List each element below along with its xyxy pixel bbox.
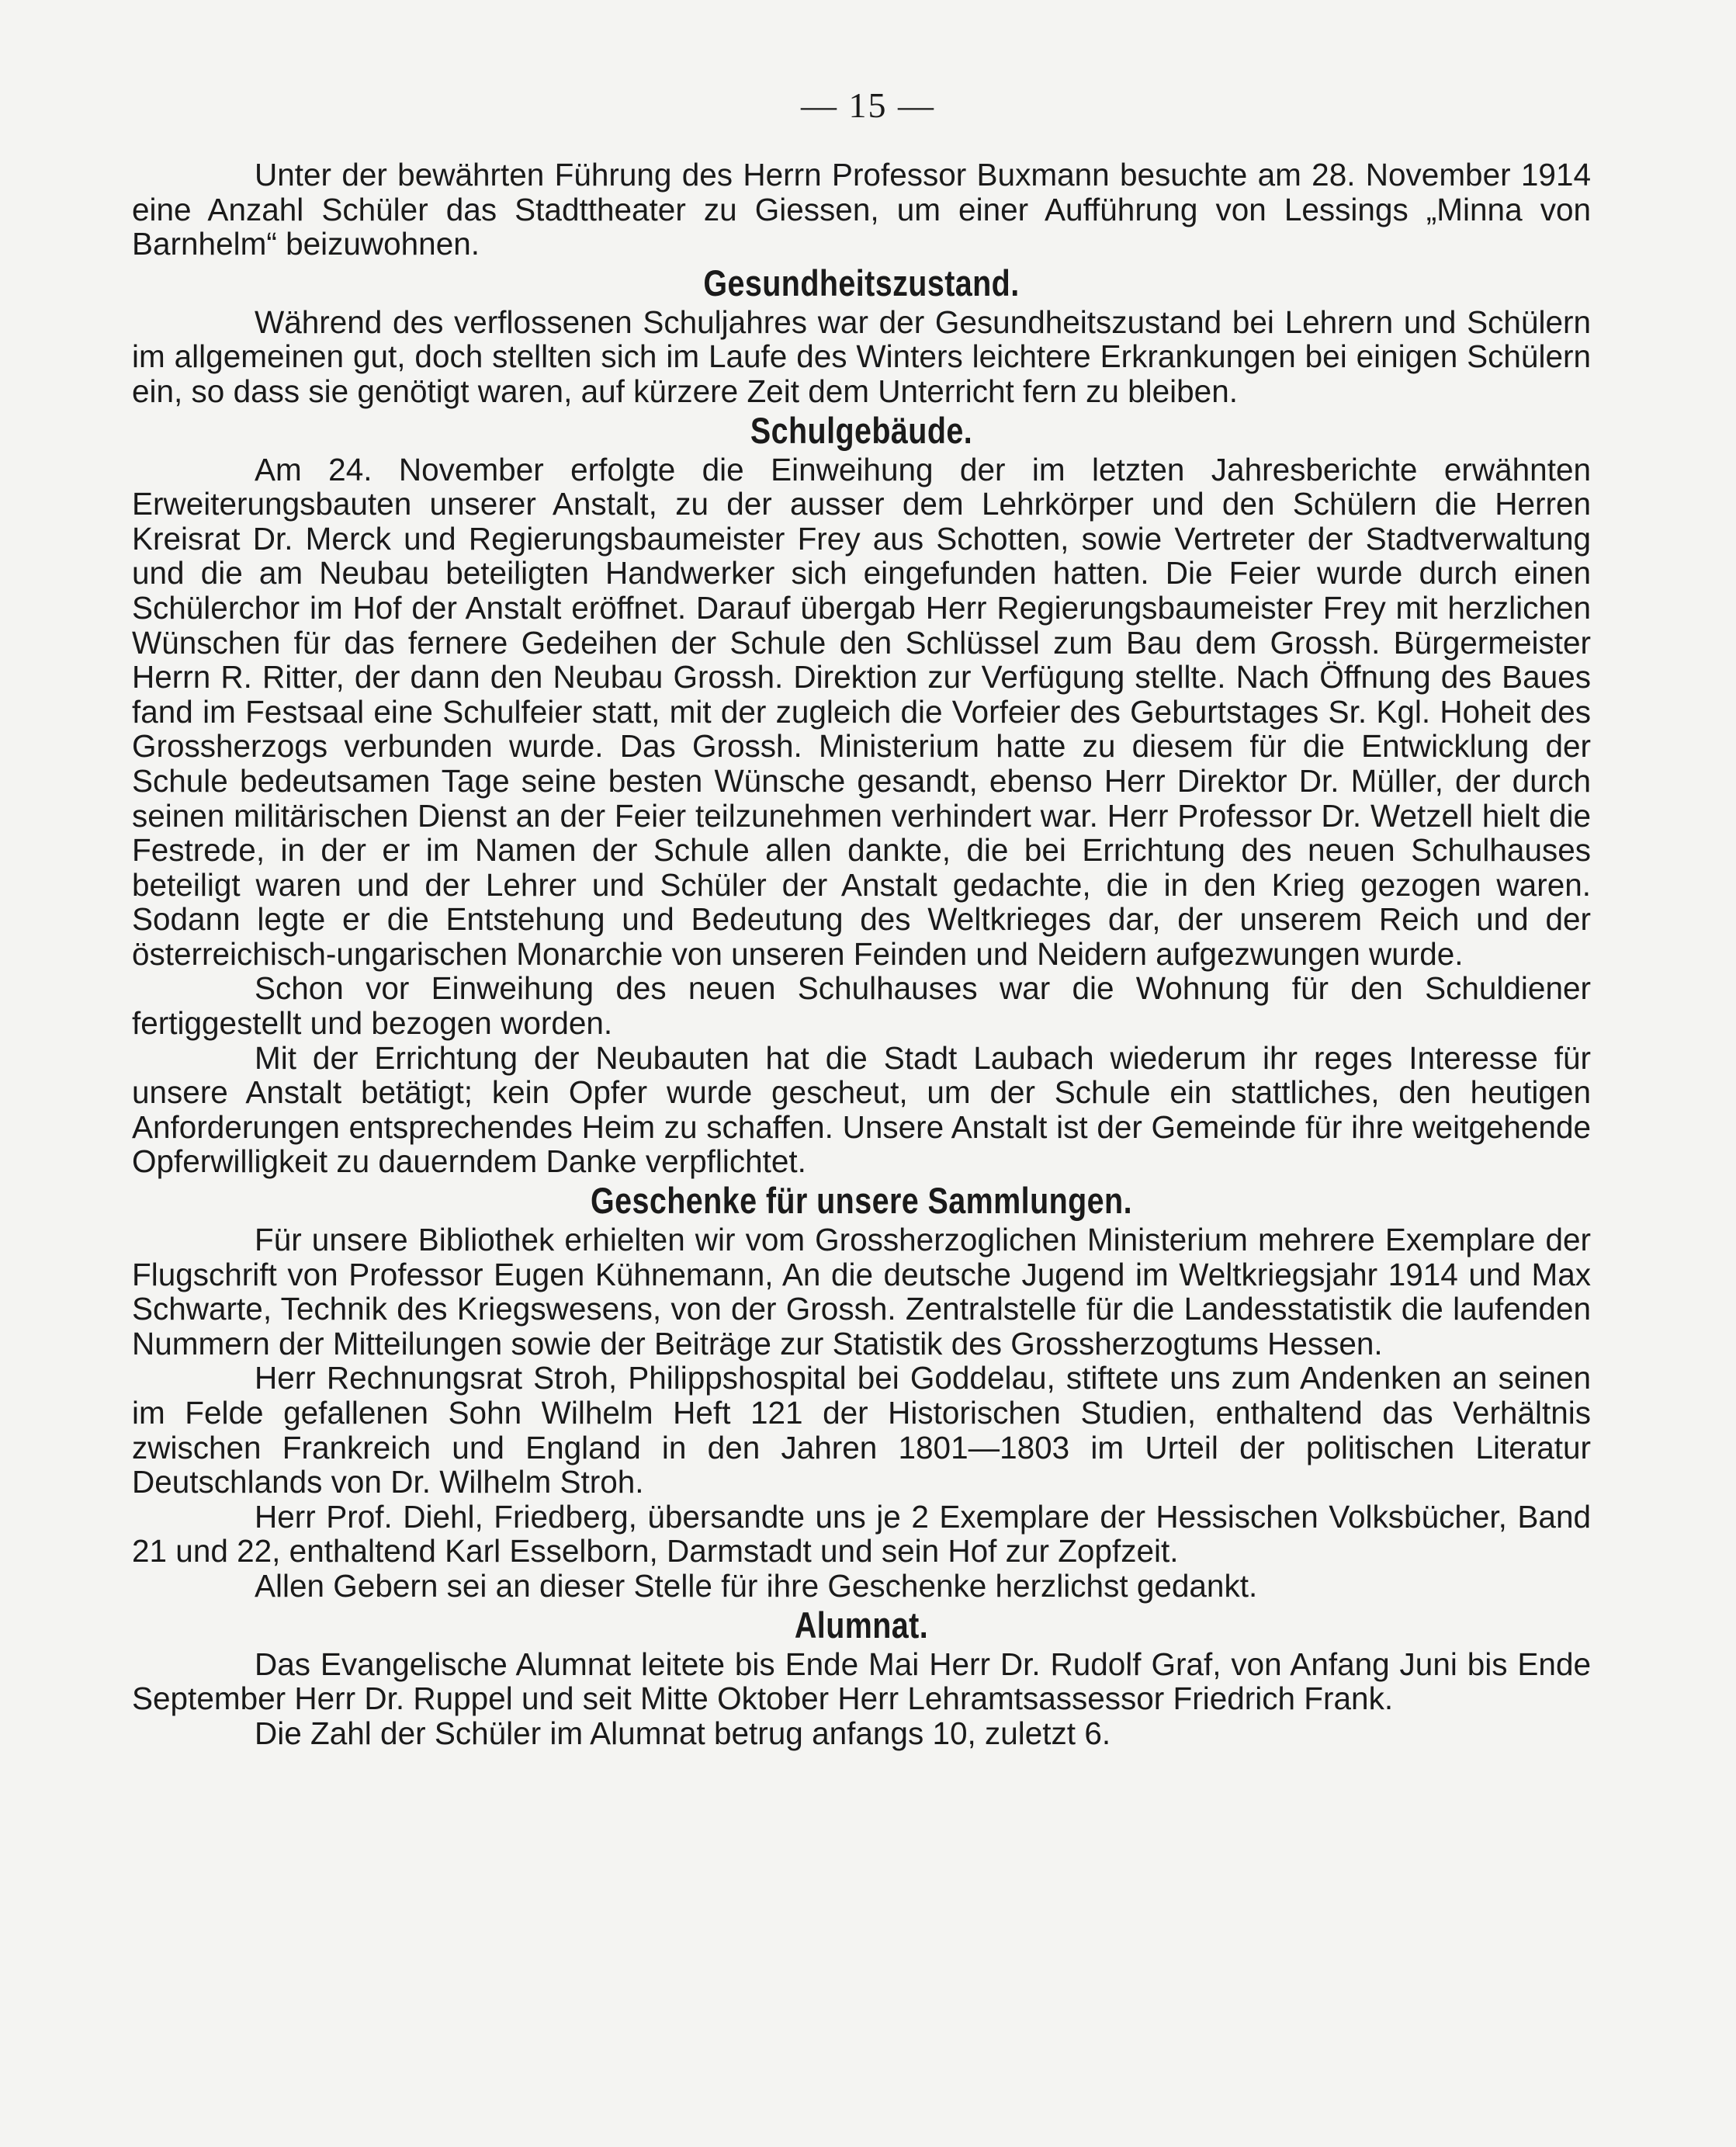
heading-geschenke: Geschenke für unsere Sammlungen. [591, 1180, 1132, 1222]
paragraph-schuldiener: Schon vor Einweihung des neuen Schulhauses war die Wohnung für den Schuldiener fertiggestellt und bezogen worden. [132, 970, 1591, 1042]
heading-schulgebaeude: Schulgebäude. [750, 409, 973, 451]
paragraph-diehl: Herr Prof. Diehl, Friedberg, übersandte uns je 2 Exemplare der Hessischen Volksbücher, Band 21 und 22, enthaltend Karl Esselborn, Darmstadt und sein Hof zur Zopfzeit. [132, 1498, 1591, 1569]
page-number: — 15 — [801, 85, 935, 125]
paragraph-bibliothek: Für unsere Bibliothek erhielten wir vom Grossherzoglichen Ministerium mehrere Exemplare der Flugschrift von Professor Eugen Kühnemann, An die deutsche Jugend im Weltkriegsjahr 1914 und Max Schwarte, Technik des Kriegswesens, von der Grossh. Zentralstelle für die Landesstatistik die laufenden Nummern der Mitteilungen sowie der Beiträge zur Statistik des Grossherzogtums Hessen. [132, 1222, 1591, 1361]
page-body [132, 158, 1591, 1750]
paragraph-gesundheit: Während des verflossenen Schuljahres war der Gesundheitszustand bei Lehrern und Schülern im allgemeinen gut, doch stellten sich im Laufe des Winters leichtere Erkrankungen bei einigen Schülern ein, so dass sie genötigt waren, auf kürzere Zeit dem Unterricht fern zu bleiben. [132, 303, 1591, 409]
paragraph-dank: Allen Gebern sei an dieser Stelle für ihre Geschenke herzlichst gedankt. [255, 1567, 1258, 1604]
heading-alumnat: Alumnat. [794, 1604, 929, 1646]
heading-gesundheitszustand: Gesundheitszustand. [703, 262, 1020, 303]
paragraph-stadt-laubach: Mit der Errichtung der Neubauten hat die Stadt Laubach wiederum ihr reges Interesse für unsere Anstalt betätigt; kein Opfer wurde gescheut, um der Schule ein stattliches, den heutigen Anforderungen entsprechendes Heim zu schaffen. Unsere Anstalt ist der Gemeinde für ihre weitgehende Opferwilligkeit zu dauerndem Danke verpflichtet. [132, 1039, 1591, 1180]
paragraph-alumnat-leitung: Das Evangelische Alumnat leitete bis Ende Mai Herr Dr. Rudolf Graf, von Anfang Juni bis Ende September Herr Dr. Ruppel und seit Mitte Oktober Herr Lehramtsassessor Friedrich Frank. [132, 1646, 1591, 1717]
paragraph-stroh: Herr Rechnungsrat Stroh, Philippshospital bei Goddelau, stiftete uns zum Andenken an seinen im Felde gefallenen Sohn Wilhelm Heft 121 der Historischen Studien, enthaltend das Verhältnis zwischen Frankreich und England in den Jahren 1801—1803 im Urteil der politischen Literatur Deutschlands von Dr. Wilhelm Stroh. [132, 1360, 1591, 1500]
paragraph-theater: Unter der bewährten Führung des Herrn Professor Buxmann besuchte am 28. November 1914 eine Anzahl Schüler das Stadttheater zu Giessen, um einer Aufführung von Lessings „Minna von Barnhelm“ beizuwohnen. [132, 157, 1591, 262]
paragraph-alumnat-zahl: Die Zahl der Schüler im Alumnat betrug anfangs 10, zuletzt 6. [255, 1715, 1111, 1751]
paragraph-einweihung: Am 24. November erfolgte die Einweihung der im letzten Jahresberichte erwähnten Erweiterungsbauten unserer Anstalt, zu der ausser dem Lehrkörper und den Schülern die Herren Kreisrat Dr. Merck und Regierungsbaumeister Frey aus Schotten, sowie Vertreter der Stadtverwaltung und die am Neubau beteiligten Handwerker sich eingefunden hatten. Die Feier wurde durch einen Schülerchor im Hof der Anstalt eröffnet. Darauf übergab Herr Regierungsbaumeister Frey mit herzlichen Wünschen für das fernere Gedeihen der Schule den Schlüssel zum Bau dem Grossh. Bürgermeister Herrn R. Ritter, der dann den Neubau Grossh. Direktion zur Verfügung stellte. Nach Öffnung des Baues fand im Festsaal eine Schulfeier statt, mit der zugleich die Vorfeier des Geburtstages Sr. Kgl. Hoheit des Grossherzogs verbunden wurde. Das Grossh. Ministerium hatte zu diesem für die Entwicklung der Schule bedeutsamen Tage seine besten Wünsche gesandt, ebenso Herr Direktor Dr. Müller, der durch seinen militärischen Dienst an der Feier teilzunehmen verhindert war. Herr Professor Dr. Wetzell hielt die Festrede, in der er im Namen der Schule allen dankte, die bei Errichtung des neuen Schulhauses beteiligt waren und der Lehrer und Schüler der Anstalt gedachte, die in den Krieg gezogen waren. Sodann legte er die Entstehung und Bedeutung des Weltkrieges dar, der unserem Reich und der österreichisch-ungarischen Monarchie von unseren Feinden und Neidern aufgezwungen wurde. [132, 451, 1591, 972]
